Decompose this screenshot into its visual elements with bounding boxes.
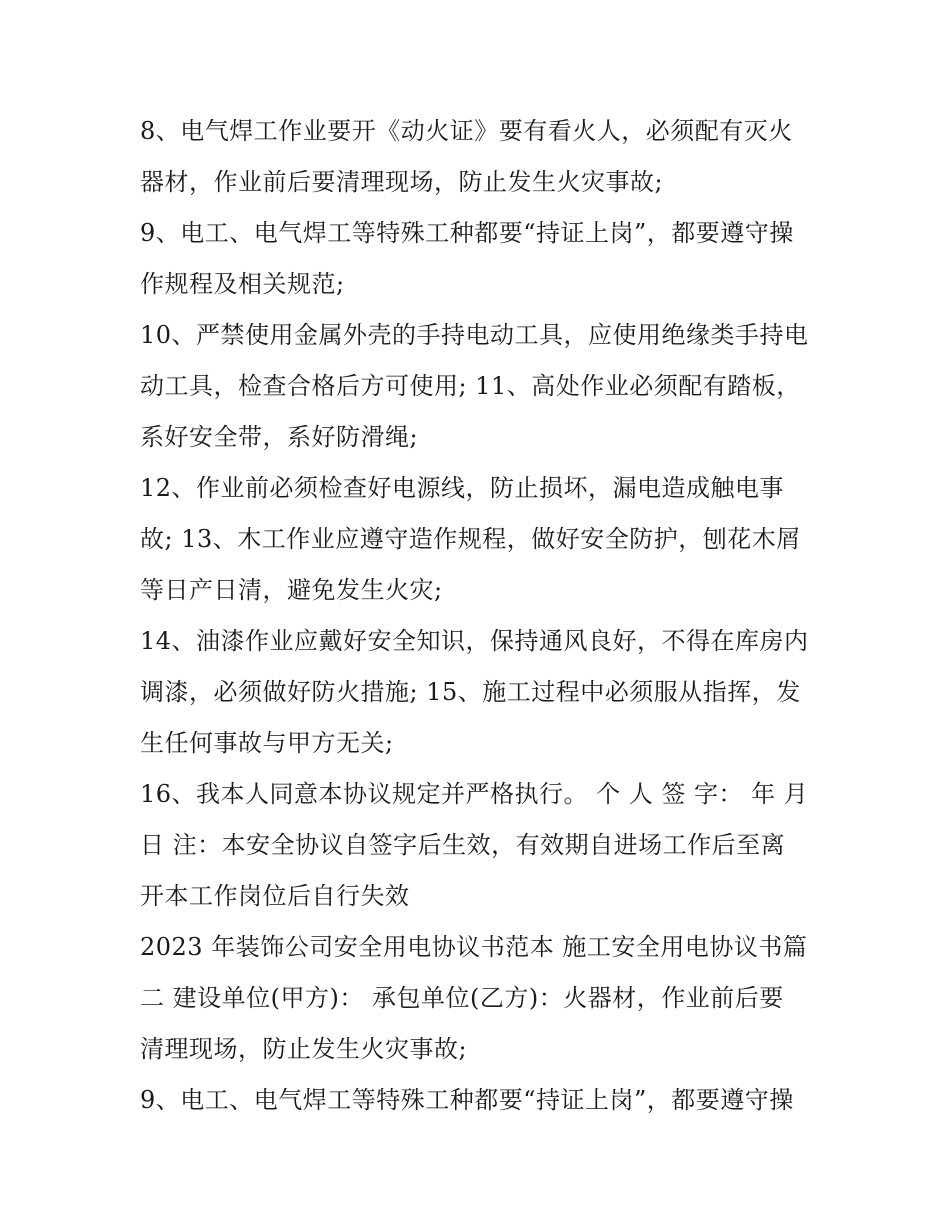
document-body bbox=[140, 106, 820, 1126]
text-line: 8、电气焊工作业要开《动火证》要有看火人，必须配有灭火 bbox=[140, 117, 793, 145]
text-line: 12、作业前必须检查好电源线，防止损坏，漏电造成触电事 bbox=[140, 474, 785, 502]
text-line: 系好安全带，系好防滑绳; bbox=[140, 423, 419, 451]
paragraph-item-16-signature bbox=[140, 769, 820, 922]
paragraph-item-12-13 bbox=[140, 463, 820, 616]
text-line: 开本工作岗位后自行失效 bbox=[140, 882, 410, 910]
text-line: 日 注：本安全协议自签字后生效，有效期自进场工作后至离 bbox=[140, 831, 786, 859]
text-line: 9、电工、电气焊工等特殊工种都要“持证上岗”，都要遵守操 bbox=[140, 219, 794, 247]
text-line: 生任何事故与甲方无关; bbox=[140, 729, 394, 757]
paragraph-item-8 bbox=[140, 106, 820, 208]
text-line: 调漆，必须做好防火措施; 15、施工过程中必须服从指挥，发 bbox=[140, 678, 801, 706]
text-line: 9、电工、电气焊工等特殊工种都要“持证上岗”，都要遵守操 bbox=[140, 1086, 794, 1114]
text-line: 故; 13、木工作业应遵守造作规程，做好安全防护，刨花木屑 bbox=[140, 525, 801, 553]
text-line: 动工具，检查合格后方可使用; 11、高处作业必须配有踏板， bbox=[140, 372, 801, 400]
paragraph-section-heading bbox=[140, 922, 820, 1075]
text-line: 清理现场，防止发生火灾事故; bbox=[140, 1035, 468, 1063]
text-line: 16、我本人同意本协议规定并严格执行。 个 人 签 字： 年 月 bbox=[140, 780, 809, 808]
text-line: 14、油漆作业应戴好安全知识，保持通风良好，不得在库房内 bbox=[140, 627, 809, 655]
text-line: 10、严禁使用金属外壳的手持电动工具，应使用绝缘类手持电 bbox=[140, 321, 809, 349]
paragraph-item-9 bbox=[140, 208, 820, 310]
text-line: 2023 年装饰公司安全用电协议书范本 施工安全用电协议书篇 bbox=[140, 933, 808, 961]
paragraph-item-10-11 bbox=[140, 310, 820, 463]
text-line: 作规程及相关规范; bbox=[140, 270, 345, 298]
text-line: 等日产日清，避免发生火灾; bbox=[140, 576, 443, 604]
text-line: 器材，作业前后要清理现场，防止发生火灾事故; bbox=[140, 168, 664, 196]
text-line: 二 建设单位(甲方)： 承包单位(乙方)：火器材，作业前后要 bbox=[140, 984, 784, 1012]
paragraph-item-14-15 bbox=[140, 616, 820, 769]
paragraph-item-9-repeat bbox=[140, 1075, 820, 1126]
